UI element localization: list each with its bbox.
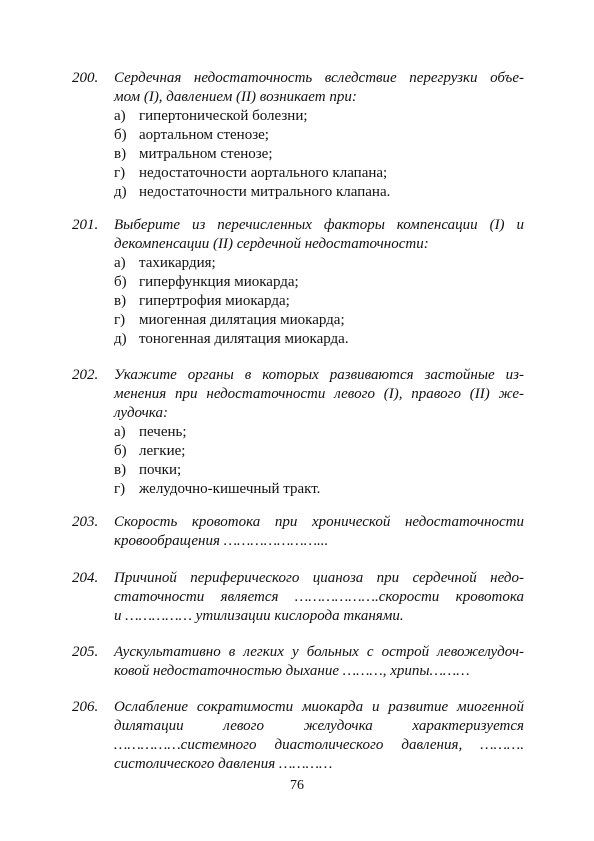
question-text <box>114 216 524 254</box>
answer-option <box>114 442 524 461</box>
question-line: дилятации левого желудочка характеризуется <box>114 718 524 734</box>
question-206 <box>72 698 524 774</box>
option-text: митральном стенозе; <box>139 146 273 162</box>
question-205 <box>72 643 524 681</box>
option-text: недостаточности митрального клапана. <box>139 184 391 200</box>
question-203 <box>72 513 524 551</box>
answer-option <box>114 183 524 202</box>
question-number: 205. <box>72 644 99 660</box>
answer-options <box>114 254 524 349</box>
answer-options <box>114 107 524 202</box>
option-text: тоногенная дилятация миокарда. <box>139 331 349 347</box>
option-letter: в) <box>114 146 127 162</box>
question-line: Сердечная недостаточность вследствие перегрузки объе- <box>114 70 524 86</box>
option-text: почки; <box>139 462 182 478</box>
option-text: легкие; <box>139 443 186 459</box>
question-line: статочности является ……………….скорости кровотока <box>114 589 524 605</box>
question-number: 200. <box>72 70 99 86</box>
question-line: систолического давления ………… <box>114 756 333 772</box>
answer-option <box>114 145 524 164</box>
option-text: миогенная дилятация миокарда; <box>139 312 345 328</box>
option-letter: д) <box>114 184 127 200</box>
question-line: Выберите из перечисленных факторы компенсации (I) и <box>114 217 524 233</box>
question-text <box>114 366 524 423</box>
question-line: кровообращения …………………... <box>114 533 329 549</box>
option-letter: в) <box>114 462 127 478</box>
question-204 <box>72 569 524 626</box>
answer-option <box>114 254 524 273</box>
option-letter: а) <box>114 108 126 124</box>
option-letter: б) <box>114 127 127 143</box>
question-number: 201. <box>72 217 99 233</box>
answer-option <box>114 107 524 126</box>
question-line: Укажите органы в которых развиваются застойные из- <box>114 367 524 383</box>
question-text <box>114 69 524 107</box>
question-200 <box>72 69 524 202</box>
question-line: ковой недостаточностью дыхание ………, хрипы……… <box>114 663 470 679</box>
question-line: и …………… утилизации кислорода тканями. <box>114 608 404 624</box>
page-number: 76 <box>290 778 304 793</box>
option-text: печень; <box>139 424 187 440</box>
question-line: ……………системного диастолического давления, ………. <box>114 737 524 753</box>
option-text: желудочно-кишечный тракт. <box>139 481 321 497</box>
answer-option <box>114 330 524 349</box>
option-text: недостаточности аортального клапана; <box>139 165 388 181</box>
answer-option <box>114 126 524 145</box>
question-line: декомпенсации (II) сердечной недостаточности: <box>114 236 429 252</box>
question-number: 204. <box>72 570 99 586</box>
question-line: Причиной периферического цианоза при сердечной недо- <box>114 570 524 586</box>
answer-options <box>114 423 524 499</box>
question-text <box>114 643 524 681</box>
question-line: менения при недостаточности левого (I), правого (II) же- <box>114 386 524 402</box>
answer-option <box>114 273 524 292</box>
question-line: мом (I), давлением (II) возникает при: <box>114 89 357 105</box>
option-letter: г) <box>114 312 126 328</box>
question-line: лудочка: <box>114 405 168 421</box>
answer-option <box>114 423 524 442</box>
question-201 <box>72 216 524 349</box>
question-number: 202. <box>72 367 99 383</box>
option-text: гипертрофия миокарда; <box>139 293 290 309</box>
question-text <box>114 569 524 626</box>
answer-option <box>114 292 524 311</box>
question-line: Ослабление сократимости миокарда и развитие миогенной <box>114 699 524 715</box>
question-text <box>114 698 524 774</box>
question-number: 203. <box>72 514 99 530</box>
option-letter: а) <box>114 424 126 440</box>
option-letter: а) <box>114 255 126 271</box>
question-text <box>114 513 524 551</box>
option-text: тахикардия; <box>139 255 216 271</box>
option-letter: г) <box>114 165 126 181</box>
option-letter: б) <box>114 443 127 459</box>
option-text: гиперфункция миокарда; <box>139 274 299 290</box>
question-line: Скорость кровотока при хронической недостаточности <box>114 514 524 530</box>
option-text: гипертонической болезни; <box>139 108 308 124</box>
option-letter: д) <box>114 331 127 347</box>
option-letter: г) <box>114 481 126 497</box>
option-letter: в) <box>114 293 127 309</box>
option-letter: б) <box>114 274 127 290</box>
question-line: Аускультативно в легких у больных с острой левожелудоч- <box>114 644 524 660</box>
question-202 <box>72 366 524 499</box>
answer-option <box>114 164 524 183</box>
question-number: 206. <box>72 699 99 715</box>
answer-option <box>114 480 524 499</box>
option-text: аортальном стенозе; <box>139 127 269 143</box>
answer-option <box>114 461 524 480</box>
answer-option <box>114 311 524 330</box>
